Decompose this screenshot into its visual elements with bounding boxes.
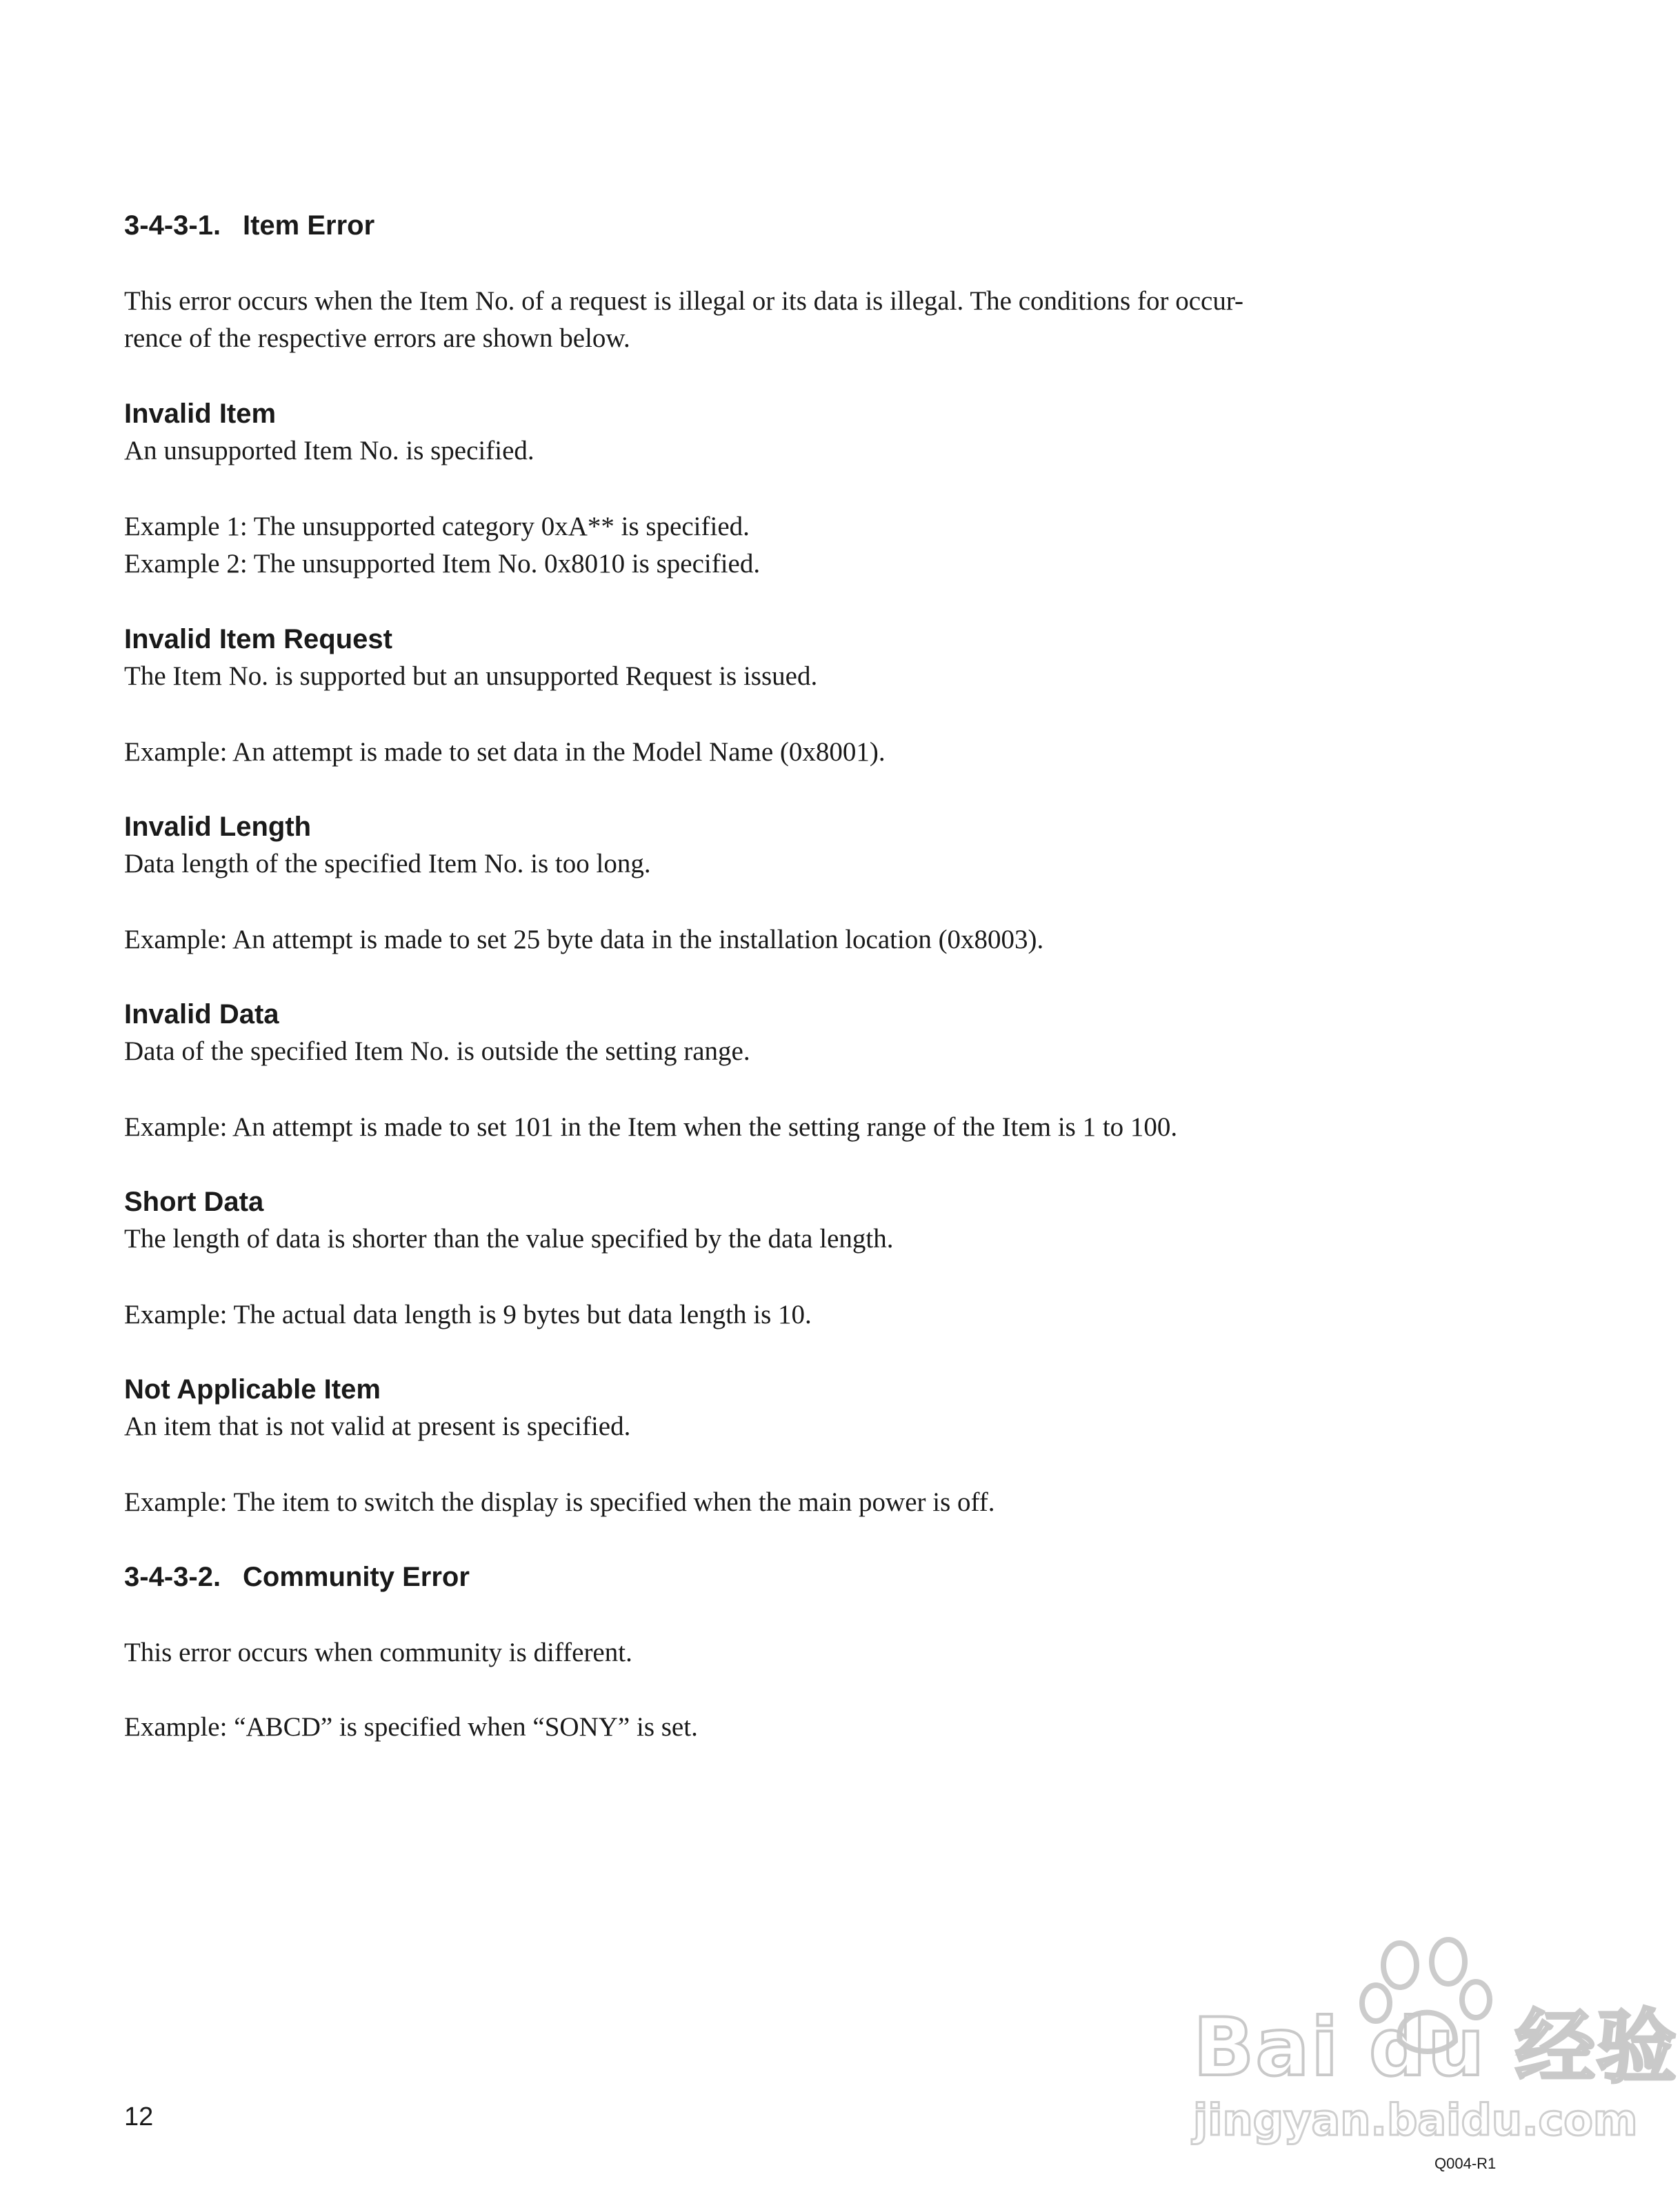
example-short-data: Example: The actual data length is 9 bytes but data length is 10. [124, 1300, 812, 1329]
section-title: Item Error [243, 210, 375, 241]
description-invalid-item-request: The Item No. is supported but an unsupported Request is issued. [124, 661, 818, 691]
baidu-jingyan-watermark [1193, 1924, 1678, 2151]
watermark-domain: jingyan.baidu.com [1193, 2095, 1638, 2145]
page-number: 12 [124, 2102, 154, 2131]
example-invalid-item-2: Example 2: The unsupported Item No. 0x8010 is specified. [124, 549, 761, 579]
example-invalid-length: Example: An attempt is made to set 25 byte data in the installation location (0x8003). [124, 925, 1044, 954]
description-invalid-data: Data of the specified Item No. is outside the setting range. [124, 1036, 750, 1066]
description-invalid-length: Data length of the specified Item No. is too long. [124, 849, 651, 878]
section-heading-item-error [124, 207, 374, 244]
watermark-brand: Bai du 经验 [1193, 2001, 1678, 2094]
paw-logo-icon [1359, 1924, 1497, 2062]
example-not-applicable-item: Example: The item to switch the display is specified when the main power is off. [124, 1487, 995, 1517]
intro-line-1: This error occurs when the Item No. of a request is illegal or its data is illegal. The conditions for occur- [124, 286, 1244, 316]
example-invalid-item-1: Example 1: The unsupported category 0xA** is specified. [124, 512, 750, 541]
intro-community-error: This error occurs when community is different. [124, 1638, 632, 1667]
subheading-invalid-item: Invalid Item [124, 399, 277, 429]
description-short-data: The length of data is shorter than the value specified by the data length. [124, 1224, 894, 1254]
example-community-error: Example: “ABCD” is specified when “SONY” is set. [124, 1712, 698, 1742]
description-not-applicable-item: An item that is not valid at present is specified. [124, 1412, 631, 1441]
intro-line-2: rence of the respective errors are shown below. [124, 323, 630, 353]
description-invalid-item: An unsupported Item No. is specified. [124, 436, 534, 465]
subheading-invalid-data: Invalid Data [124, 999, 279, 1029]
example-invalid-data: Example: An attempt is made to set 101 in the Item when the setting range of the Item is 1 to 100. [124, 1112, 1178, 1142]
subheading-short-data: Short Data [124, 1187, 264, 1217]
example-invalid-item-request: Example: An attempt is made to set data in the Model Name (0x8001). [124, 737, 886, 767]
document-code: Q004-R1 [1434, 2155, 1497, 2172]
subheading-not-applicable-item: Not Applicable Item [124, 1374, 381, 1405]
subheading-invalid-length: Invalid Length [124, 812, 312, 842]
section-heading-community-error [124, 1558, 470, 1596]
section-title: Community Error [243, 1562, 470, 1592]
subheading-invalid-item-request: Invalid Item Request [124, 624, 392, 654]
section-number: 3-4-3-2. [124, 1562, 221, 1592]
section-number: 3-4-3-1. [124, 210, 221, 241]
